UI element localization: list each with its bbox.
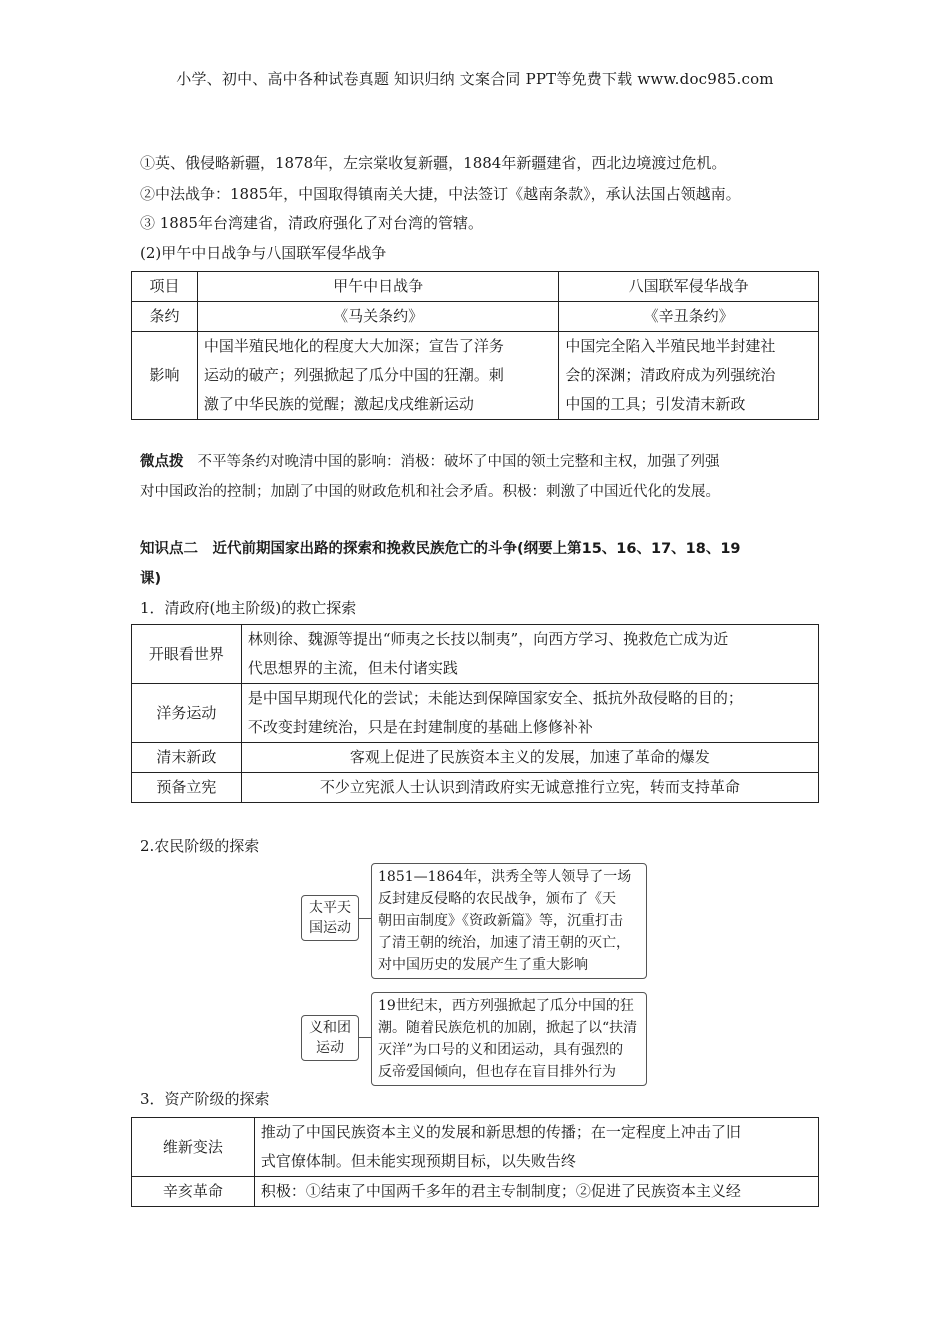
- row-label: 预备立宪: [132, 773, 242, 803]
- tip-line-1: [140, 450, 720, 471]
- subsection-qing: 1．清政府(地主阶级)的救亡探索: [140, 599, 357, 617]
- impact-a-line: 激了中华民族的觉醒；激起戊戌维新运动: [203, 395, 474, 413]
- row-content: [241, 625, 818, 684]
- boxer-desc: 灭洋”为口号的义和团运动，具有强烈的: [378, 1042, 624, 1058]
- intro-line-3: ③ 1885年台湾建省，清政府强化了对台湾的管辖。: [140, 214, 483, 232]
- row-content: [241, 684, 818, 743]
- taiping-label-box: [301, 895, 359, 941]
- impact-a-line: 中国半殖民地化的程度大大加深；宣告了洋务: [203, 337, 504, 355]
- tip-text-1: 不平等条约对晚清中国的影响：消极：破坏了中国的领土完整和主权，加强了列强: [197, 454, 720, 470]
- treaty-label: 条约: [132, 302, 198, 332]
- boxer-desc: 反帝爱国倾向，但也存在盲目排外行为: [378, 1064, 616, 1080]
- page-header: 小学、初中、高中各种试卷真题 知识归纳 文案合同 PPT等免费下载 www.doc985.com: [176, 70, 774, 88]
- content-line: 推动了中国民族资本主义的发展和新思想的传播；在一定程度上冲击了旧: [260, 1123, 741, 1141]
- war-table: [131, 271, 819, 420]
- table-row: [132, 743, 819, 773]
- table-row: [132, 773, 819, 803]
- row-content: 不少立宪派人士认识到清政府实无诚意推行立宪，转而支持革命: [241, 773, 818, 803]
- taiping-label: 国运动: [309, 920, 351, 936]
- boxer-desc-box: [371, 992, 647, 1086]
- intro-line-1: ①英、俄侵略新疆，1878年，左宗棠收复新疆，1884年新疆建省，西北边境渡过危机。: [140, 154, 727, 172]
- table-row: [132, 272, 819, 302]
- qing-table: [131, 624, 819, 803]
- row-label: 维新变法: [132, 1118, 255, 1177]
- connector: [359, 1037, 371, 1038]
- taiping-desc: 朝田亩制度》《资政新篇》等，沉重打击: [378, 913, 623, 929]
- section-title-cont: 课): [140, 571, 162, 587]
- boxer-label-box: [301, 1015, 359, 1061]
- treaty-shimonoseki: 《马关条约》: [197, 302, 558, 332]
- taiping-label: 太平天: [309, 900, 351, 916]
- boxer-desc: 19世纪末，西方列强掀起了瓜分中国的狂: [378, 998, 634, 1014]
- impact-b-line: 中国完全陷入半殖民地半封建社: [565, 337, 776, 355]
- taiping-desc: 对中国历史的发展产生了重大影响: [378, 957, 588, 973]
- content-line: 不改变封建统治，只是在封建制度的基础上修修补补: [247, 718, 593, 736]
- taiping-desc: 反封建反侵略的农民战争，颁布了《天: [378, 891, 616, 907]
- impact-eight-nation: [559, 332, 819, 420]
- connector: [359, 918, 371, 919]
- bourgeois-table: [131, 1117, 819, 1207]
- table-row: [132, 1118, 819, 1177]
- table-row: [132, 1177, 819, 1207]
- taiping-desc-box: [371, 863, 647, 979]
- row-label: 清末新政: [132, 743, 242, 773]
- header-sino-japanese: 甲午中日战争: [197, 272, 558, 302]
- row-label: 洋务运动: [132, 684, 242, 743]
- row-label: 辛亥革命: [132, 1177, 255, 1207]
- impact-a-line: 运动的破产；列强掀起了瓜分中国的狂潮。刺: [203, 366, 504, 384]
- boxer-label: 义和团: [309, 1020, 351, 1036]
- content-line: 是中国早期现代化的尝试；未能达到保障国家安全、抵抗外敌侵略的目的；: [247, 689, 743, 707]
- row-content: [254, 1118, 818, 1177]
- row-content: 客观上促进了民族资本主义的发展，加速了革命的爆发: [241, 743, 818, 773]
- content-line: 代思想界的主流，但未付诸实践: [247, 659, 458, 677]
- header-eight-nation: 八国联军侵华战争: [559, 272, 819, 302]
- tip-label: 微点拨: [140, 454, 184, 470]
- header-item: 项目: [132, 272, 198, 302]
- boxer-label: 运动: [316, 1040, 344, 1056]
- tip-line-2: 对中国政治的控制；加剧了中国的财政危机和社会矛盾。积极：刺激了中国近代化的发展。: [140, 484, 720, 500]
- impact-b-line: 中国的工具；引发清末新政: [565, 395, 746, 413]
- taiping-desc: 了清王朝的统治，加速了清王朝的灭亡，: [378, 935, 630, 951]
- boxer-desc: 潮。随着民族危机的加剧，掀起了以“扶清: [378, 1020, 638, 1036]
- subsection-peasant: 2.农民阶级的探索: [140, 837, 260, 855]
- impact-sino-japanese: [197, 332, 558, 420]
- content-line: 式官僚体制。但未能实现预期目标，以失败告终: [260, 1152, 576, 1170]
- impact-label: 影响: [132, 332, 198, 420]
- treaty-boxer: 《辛丑条约》: [559, 302, 819, 332]
- impact-b-line: 会的深渊；清政府成为列强统治: [565, 366, 776, 384]
- content-line: 林则徐、魏源等提出“师夷之长技以制夷”，向西方学习、挽救危亡成为近: [247, 630, 729, 648]
- table-row: [132, 332, 819, 420]
- table-row: [132, 684, 819, 743]
- row-label: 开眼看世界: [132, 625, 242, 684]
- table-row: [132, 625, 819, 684]
- taiping-desc: 1851—1864年，洪秀全等人领导了一场: [378, 869, 632, 885]
- table-row: [132, 302, 819, 332]
- subsection-bourgeois: 3．资产阶级的探索: [140, 1090, 270, 1108]
- war-table-caption: (2)甲午中日战争与八国联军侵华战争: [140, 244, 387, 262]
- section-title: 知识点二 近代前期国家出路的探索和挽救民族危亡的斗争(纲要上第15、16、17、18、19: [140, 541, 741, 557]
- row-content: 积极：①结束了中国两千多年的君主专制制度；②促进了民族资本主义经: [254, 1177, 818, 1207]
- intro-line-2: ②中法战争：1885年，中国取得镇南关大捷，中法签订《越南条款》，承认法国占领越南。: [140, 185, 741, 203]
